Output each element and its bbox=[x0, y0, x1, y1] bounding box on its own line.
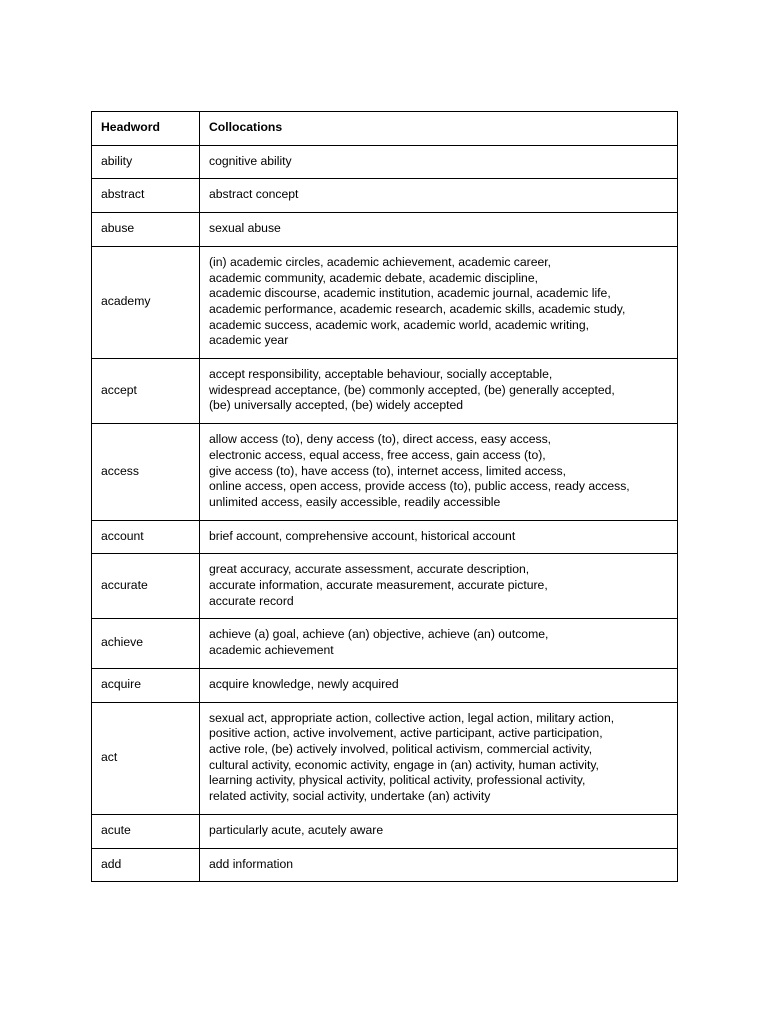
collocations-cell bbox=[200, 424, 678, 521]
collocation-line: cognitive ability bbox=[209, 153, 292, 168]
table-row bbox=[92, 520, 678, 554]
table-row bbox=[92, 246, 678, 358]
collocation-line: active role, (be) actively involved, political activism, commercial activity, bbox=[209, 741, 593, 756]
collocation-line: electronic access, equal access, free access, gain access (to), bbox=[209, 447, 546, 462]
collocation-line: positive action, active involvement, active participant, active participation, bbox=[209, 726, 603, 741]
collocations-cell bbox=[200, 359, 678, 424]
collocation-line: give access (to), have access (to), internet access, limited access, bbox=[209, 463, 566, 478]
headword-column-header: Headword bbox=[92, 112, 200, 146]
headword-cell: accept bbox=[92, 359, 200, 424]
collocations-cell bbox=[200, 179, 678, 213]
collocation-line: sexual abuse bbox=[209, 221, 281, 236]
table-row bbox=[92, 668, 678, 702]
collocations-cell bbox=[200, 145, 678, 179]
collocation-line: cultural activity, economic activity, engage in (an) activity, human activity, bbox=[209, 757, 599, 772]
header-row bbox=[92, 112, 678, 146]
table-row bbox=[92, 213, 678, 247]
table-row bbox=[92, 554, 678, 619]
collocation-line: abstract concept bbox=[209, 187, 299, 202]
collocations-cell bbox=[200, 246, 678, 358]
collocations-cell bbox=[200, 668, 678, 702]
collocation-line: add information bbox=[209, 856, 294, 871]
collocation-line: (in) academic circles, academic achievement, academic career, bbox=[209, 254, 552, 269]
table-body bbox=[92, 145, 678, 882]
collocation-line: learning activity, physical activity, political activity, professional activity, bbox=[209, 773, 586, 788]
table-row bbox=[92, 424, 678, 521]
headword-cell: acute bbox=[92, 814, 200, 848]
collocations-column-header: Collocations bbox=[200, 112, 678, 146]
collocation-line: academic community, academic debate, academic discipline, bbox=[209, 270, 538, 285]
collocation-line: academic achievement bbox=[209, 643, 334, 658]
headword-cell: access bbox=[92, 424, 200, 521]
table-row bbox=[92, 702, 678, 814]
collocation-line: (be) universally accepted, (be) widely accepted bbox=[209, 398, 464, 413]
collocations-cell bbox=[200, 814, 678, 848]
collocation-line: unlimited access, easily accessible, readily accessible bbox=[209, 494, 501, 509]
collocation-line: academic performance, academic research, academic skills, academic study, bbox=[209, 301, 626, 316]
table-header bbox=[92, 112, 678, 146]
collocations-table bbox=[91, 111, 678, 882]
table-row bbox=[92, 814, 678, 848]
collocation-line: online access, open access, provide access (to), public access, ready access, bbox=[209, 479, 630, 494]
headword-cell: add bbox=[92, 848, 200, 882]
collocation-line: accept responsibility, acceptable behaviour, socially acceptable, bbox=[209, 367, 553, 382]
collocation-line: academic success, academic work, academic world, academic writing, bbox=[209, 317, 589, 332]
collocations-cell bbox=[200, 554, 678, 619]
collocations-cell bbox=[200, 619, 678, 668]
headword-cell: act bbox=[92, 702, 200, 814]
collocation-line: achieve (a) goal, achieve (an) objective, achieve (an) outcome, bbox=[209, 627, 549, 642]
table-row bbox=[92, 848, 678, 882]
collocations-cell bbox=[200, 848, 678, 882]
collocation-line: allow access (to), deny access (to), direct access, easy access, bbox=[209, 432, 552, 447]
collocation-line: academic year bbox=[209, 333, 289, 348]
collocation-line: acquire knowledge, newly acquired bbox=[209, 676, 399, 691]
collocation-line: academic discourse, academic institution, academic journal, academic life, bbox=[209, 286, 611, 301]
headword-cell: achieve bbox=[92, 619, 200, 668]
headword-cell: account bbox=[92, 520, 200, 554]
headword-cell: academy bbox=[92, 246, 200, 358]
collocation-line: brief account, comprehensive account, historical account bbox=[209, 528, 516, 543]
collocations-cell bbox=[200, 702, 678, 814]
collocation-line: particularly acute, acutely aware bbox=[209, 822, 384, 837]
table-row bbox=[92, 359, 678, 424]
table-row bbox=[92, 619, 678, 668]
headword-cell: accurate bbox=[92, 554, 200, 619]
table-row bbox=[92, 179, 678, 213]
collocations-cell bbox=[200, 520, 678, 554]
headword-cell: ability bbox=[92, 145, 200, 179]
collocation-line: related activity, social activity, undertake (an) activity bbox=[209, 789, 491, 804]
headword-cell: abstract bbox=[92, 179, 200, 213]
collocations-cell bbox=[200, 213, 678, 247]
headword-cell: acquire bbox=[92, 668, 200, 702]
collocation-line: accurate information, accurate measurement, accurate picture, bbox=[209, 578, 548, 593]
collocation-line: great accuracy, accurate assessment, accurate description, bbox=[209, 562, 530, 577]
headword-cell: abuse bbox=[92, 213, 200, 247]
table-row bbox=[92, 145, 678, 179]
collocation-line: widespread acceptance, (be) commonly accepted, (be) generally accepted, bbox=[209, 382, 615, 397]
collocation-line: sexual act, appropriate action, collective action, legal action, military action, bbox=[209, 710, 615, 725]
collocation-line: accurate record bbox=[209, 593, 294, 608]
